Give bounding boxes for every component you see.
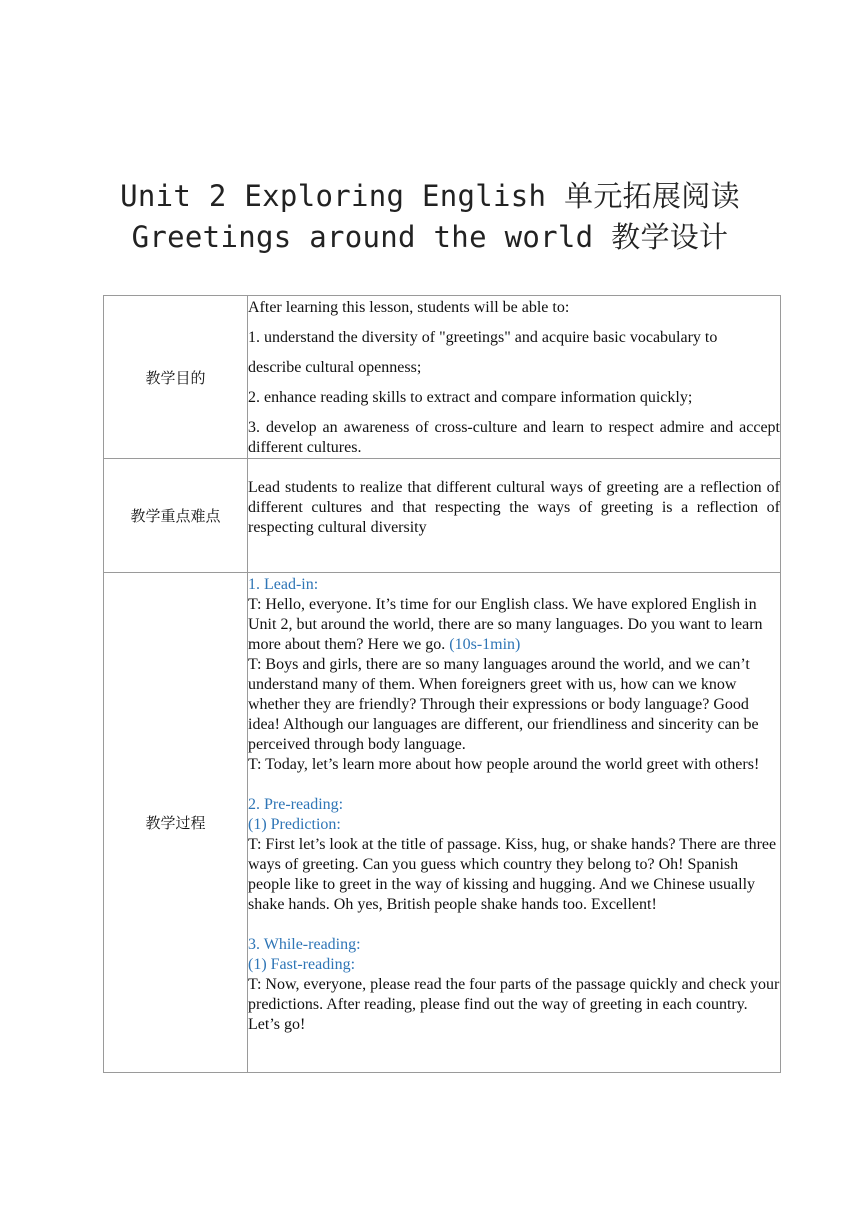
fast-reading-subheading: (1) Fast-reading: <box>248 956 356 973</box>
spacer <box>248 915 780 935</box>
objectives-intro: After learning this lesson, students will be able to: <box>248 299 570 316</box>
table-row-process <box>104 573 781 1073</box>
while-reading-heading: 3. While-reading: <box>248 936 361 953</box>
key-points-content <box>248 459 781 573</box>
title-line-1: Unit 2 Exploring English 单元拓展阅读 <box>120 179 740 213</box>
while-reading-paragraph: T: Now, everyone, please read the four parts of the passage quickly and check your predictions. After reading, please find out the way of greeting in each country. Let’s go! <box>248 976 780 1033</box>
lead-in-time: (10s-1min) <box>449 636 521 653</box>
table-row-objectives <box>104 296 781 459</box>
title-line-2: Greetings around the world 教学设计 <box>131 220 729 254</box>
objectives-content <box>248 296 781 459</box>
objectives-item-3: 3. develop an awareness of cross-culture and learn to respect admire and accept different cultures. <box>248 419 780 456</box>
objectives-label: 教学目的 <box>104 296 248 459</box>
table-row-key-points <box>104 459 781 573</box>
key-points-label: 教学重点难点 <box>104 459 248 573</box>
pre-reading-paragraph: T: First let’s look at the title of passage. Kiss, hug, or shake hands? There are three ways of greeting. Can you guess which country they belong to? Oh! Spanish people like to greet in the way of kissing and hugging. And we Chinese usually shake hands. Oh yes, British people shake hands too. Excellent! <box>248 836 777 913</box>
lead-in-paragraph-2: T: Boys and girls, there are so many languages around the world, and we can’t understand many of them. When foreigners greet with us, how can we know whether they are friendly? Through their expressions or body language? Good idea! Although our languages are different, our friendliness and sincerity can be perceived through body language. <box>248 656 759 753</box>
process-label: 教学过程 <box>104 573 248 1073</box>
key-points-text: Lead students to realize that different cultural ways of greeting are a reflection of different cultures and that respecting the ways of greeting is a reflection of respecting cultural diversity <box>248 479 780 536</box>
lead-in-heading: 1. Lead-in: <box>248 576 319 593</box>
process-content <box>248 573 781 1073</box>
objectives-item-1a: 1. understand the diversity of "greetings" and acquire basic vocabulary to <box>248 329 718 346</box>
pre-reading-heading: 2. Pre-reading: <box>248 796 344 813</box>
lesson-plan-table <box>103 295 781 1073</box>
objectives-item-2: 2. enhance reading skills to extract and compare information quickly; <box>248 389 693 406</box>
spacer <box>248 775 780 795</box>
lead-in-paragraph-1 <box>248 595 780 655</box>
lead-in-text-1: T: Hello, everyone. It’s time for our English class. We have explored English in Unit 2, but around the world, there are so many languages. Do you want to learn more about them? Here we go. <box>248 596 763 653</box>
objectives-item-1b: describe cultural openness; <box>248 359 422 376</box>
prediction-subheading: (1) Prediction: <box>248 816 341 833</box>
document-title <box>0 176 860 258</box>
lead-in-paragraph-3: T: Today, let’s learn more about how people around the world greet with others! <box>248 756 760 773</box>
